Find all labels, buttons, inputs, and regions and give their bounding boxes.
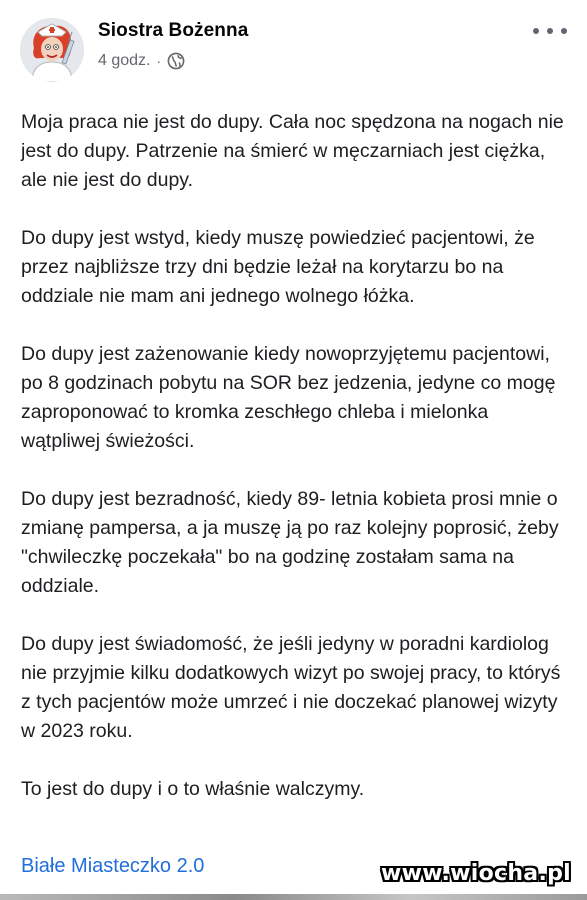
post-header [0, 0, 587, 90]
post-timestamp[interactable]: 4 godz. [98, 52, 151, 69]
meta-separator: · [156, 53, 162, 69]
page-link[interactable]: Białe Miasteczko 2.0 [21, 855, 205, 877]
post-paragraph: To jest do dupy i o to właśnie walczymy. [21, 778, 365, 800]
post-meta [98, 51, 185, 71]
post-paragraph: Do dupy jest bezradność, kiedy 89- letnia kobieta prosi mnie o zmianę pampersa, a ja muszę ją po raz kolejny poprosić, żeby "chwileczkę poczekała" bo na godzinę zostałam sama na oddziale. [21, 488, 559, 597]
post-paragraph: Do dupy jest świadomość, że jeśli jedyny w poradni kardiolog nie przyjmie kilku dodatkowych wizyt po swojej pracy, to któryś z tych pacjentów może umrzeć i nie doczekać planowej wizyty w 2023 roku. [21, 633, 561, 742]
more-horizontal-icon [561, 28, 567, 34]
post-paragraph: Do dupy jest zażenowanie kiedy nowoprzyjętemu pacjentowi, po 8 godzinach pobytu na SOR bez jedzenia, jedyne co mogę zaproponować to kromka zeschłego chleba i mielonka wątpliwej świeżości. [21, 343, 556, 452]
nurse-avatar-icon [20, 18, 84, 82]
site-watermark: www.wiocha.pl [381, 861, 571, 886]
more-horizontal-icon [547, 28, 553, 34]
post-paragraph: Moja praca nie jest do dupy. Cała noc spędzona na nogach nie jest do dupy. Patrzenie na śmierć w męczarniach jest ciężka, ale nie jest do dupy. [21, 111, 564, 191]
more-options-button[interactable] [533, 20, 567, 42]
globe-icon[interactable] [167, 52, 185, 70]
post-text [21, 108, 567, 804]
bottom-strip [0, 894, 587, 900]
post-paragraph: Do dupy jest wstyd, kiedy muszę powiedzieć pacjentowi, że przez najbliższe trzy dni będzie leżał na korytarzu bo na oddziale nie mam ani jednego wolnego łóżka. [21, 227, 535, 307]
avatar[interactable] [20, 18, 84, 82]
more-horizontal-icon [533, 28, 539, 34]
author-name[interactable]: Siostra Bożenna [98, 20, 249, 41]
